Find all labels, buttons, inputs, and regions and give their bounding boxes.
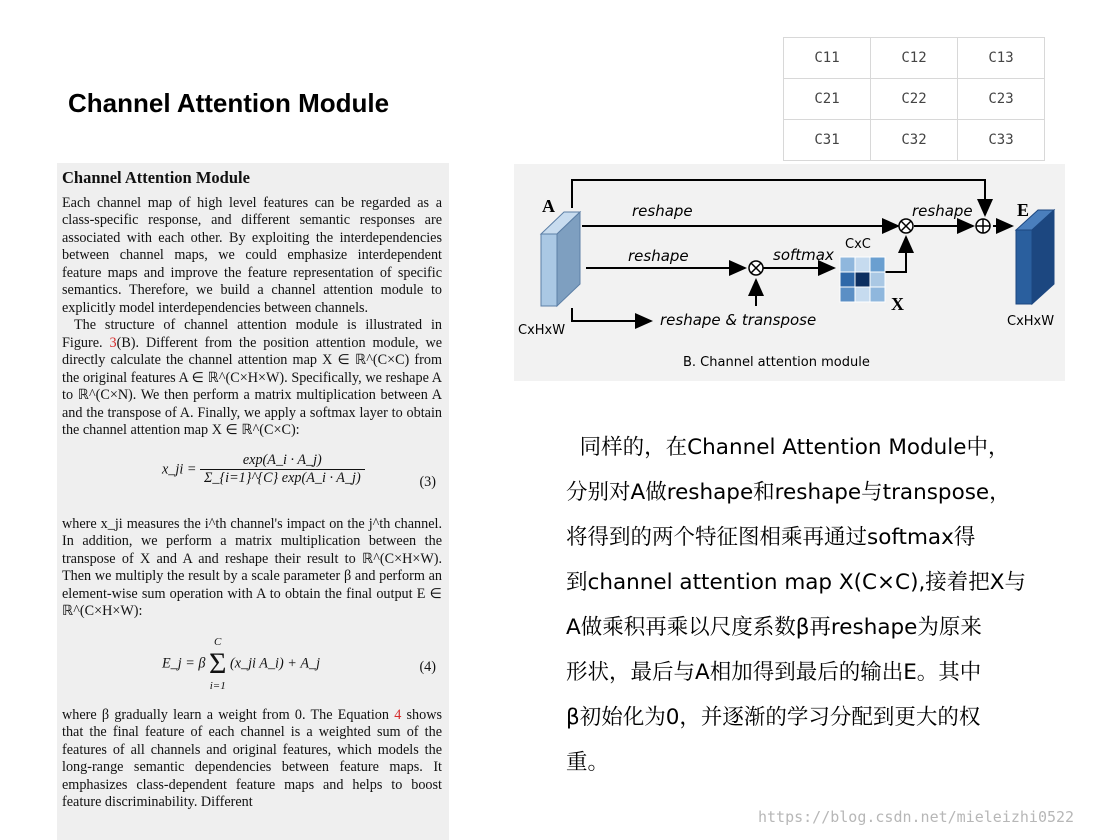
matrix-cell: C33: [958, 120, 1045, 161]
feature-cube-a: [541, 212, 580, 306]
multiply-operator: [749, 261, 763, 275]
equation-ref[interactable]: 4: [394, 706, 402, 723]
label-softmax: softmax: [773, 246, 834, 264]
note-line: 到channel attention map X(C×C),接着把X与: [566, 570, 1027, 595]
matrix-cell: C22: [871, 79, 958, 120]
feature-cube-e: [1016, 210, 1054, 304]
figure-ref[interactable]: 3: [109, 334, 117, 351]
matrix-cell: C12: [871, 38, 958, 79]
label-dims-right: CxHxW: [1007, 314, 1055, 329]
note-line: 重。: [566, 750, 610, 775]
paper-paragraph-4: where β gradually learn a weight from 0. The Equation 4 shows that the final feature of each channel is a weighted sum of the features of all channels and original features, which models the long-range semantic dependencies between feature maps. It emphasizes class-dependent feature maps and helps to boost feature discriminability. Different: [62, 706, 442, 810]
matrix-cell: C21: [784, 79, 871, 120]
label-dims-left: CxHxW: [518, 323, 566, 338]
paper-paragraph-3: where x_ji measures the i^th channel's impact on the j^th channel. In addition, we perform a matrix multiplication between the transpose of X and A and reshape their result to ℝ^(C×H×W). Then we multiply the result by a scale parameter β and perform an element-wise sum operation with A to obtain the final output E ∈ ℝ^(C×H×W):: [62, 515, 442, 619]
matrix-cell: C23: [958, 79, 1045, 120]
matrix-cell: C11: [784, 38, 871, 79]
note-line: 分别对A做reshape和reshape与transpose，: [566, 480, 1011, 505]
paper-paragraph-1: Each channel map of high level features can be regarded as a class-specific response, and different semantic responses are associated with each other. By exploiting the interdependencies between channel maps, we could emphasize interdependent feature maps and improve the feature representation of specific semantics. Therefore, we build a channel attention module to explicitly model interdependencies between channels.: [62, 194, 442, 316]
attention-matrix-x: [840, 257, 885, 302]
label-x: X: [891, 294, 904, 314]
matrix-cell: C32: [871, 120, 958, 161]
note-line: 形状，最后与A相加得到最后的输出E。其中: [566, 660, 982, 685]
channel-matrix-table: [783, 37, 1045, 161]
label-reshape-mid: reshape: [628, 247, 689, 265]
note-line: β初始化为0，并逐渐的学习分配到更大的权: [566, 705, 981, 730]
label-reshape-top: reshape: [632, 202, 693, 220]
add-operator: [976, 219, 990, 233]
reshape-transpose-arrow: [572, 308, 651, 321]
note-line: A做乘积再乘以尺度系数β再reshape为原来: [566, 615, 982, 640]
label-a: A: [542, 196, 555, 216]
paper-excerpt: [57, 163, 449, 840]
note-line: 将得到的两个特征图相乘再通过softmax得: [566, 525, 976, 550]
diagram-caption: B. Channel attention module: [683, 355, 870, 370]
matrix-cell: C13: [958, 38, 1045, 79]
equation-4-tag: (4): [419, 658, 436, 675]
note-line: 同样的，在Channel Attention Module中，: [566, 435, 1010, 460]
equation-4: E_j = β C Σ i=1 (x_ji A_i) + A_j (4): [162, 635, 436, 692]
slide-title: Channel Attention Module: [68, 88, 390, 118]
matrix-cell: C31: [784, 120, 871, 161]
equation-3-tag: (3): [419, 473, 436, 490]
equation-3: x_ji = $\frac{\exp(A\_i \cdot A\_j)}{\Sigma\_\{i=1\}\^{}\{C\} \exp(A\_i \cdot A\_j)}$ (3): [162, 451, 436, 490]
watermark: https://blog.csdn.net/mieleizhi0522: [758, 808, 1075, 826]
label-reshape-right: reshape: [912, 202, 973, 220]
paper-paragraph-2: The structure of channel attention module is illustrated in Figure. 3(B). Different from the position attention module, we directly calculate the channel attention map X ∈ ℝ^(C×C) from the original features A ∈ ℝ^(C×H×W). Specifically, we reshape A to ℝ^(C×N). We then perform a matrix multiplication between A and the transpose of A. Finally, we apply a softmax layer to obtain the channel attention map X ∈ ℝ^(C×C):: [62, 317, 442, 438]
label-reshape-transpose: reshape & transpose: [660, 311, 817, 329]
channel-attention-diagram: [514, 164, 1065, 381]
label-e: E: [1017, 200, 1030, 220]
paper-heading: Channel Attention Module: [62, 168, 250, 187]
explanation-notes: [566, 425, 1076, 785]
multiply-operator: [899, 219, 913, 233]
label-cxc: CxC: [845, 237, 871, 252]
